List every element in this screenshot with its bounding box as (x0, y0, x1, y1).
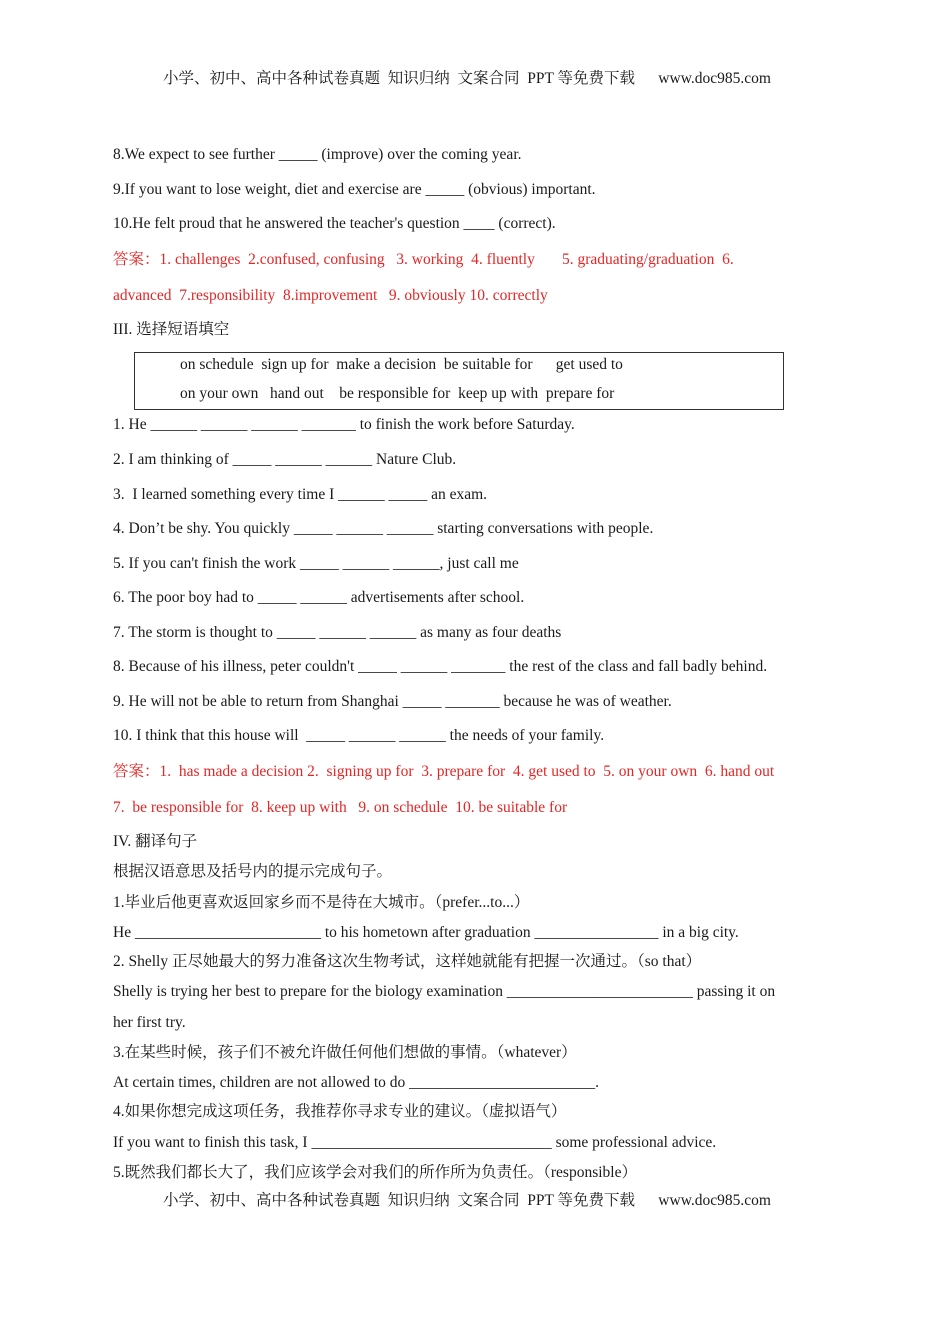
s3-question-3: 3. I learned something every time I ______ _____ an exam. (113, 486, 488, 503)
s4-line-9: If you want to finish this task, I _______________________________ some professional advice. (113, 1134, 717, 1151)
s3-question-8: 8. Because of his illness, peter couldn't _____ ______ _______ the rest of the class and fall badly behind. (113, 658, 768, 675)
s3-answer-line-1: 答案：1. has made a decision 2. signing up for 3. prepare for 4. get used to 5. on your own 6. hand out (113, 763, 775, 780)
answer-line-1: 答案：1. challenges 2.confused, confusing 3. working 4. fluently 5. graduating/graduation 6. (113, 251, 734, 268)
answer-line-2: advanced 7.responsibility 8.improvement 9. obviously 10. correctly (113, 287, 548, 304)
s3-question-1: 1. He ______ ______ ______ _______ to finish the work before Saturday. (113, 416, 575, 433)
s4-line-4: Shelly is trying her best to prepare for the biology examination ________________________ passing it on (113, 983, 776, 1000)
page-header: 小学、初中、高中各种试卷真题 知识归纳 文案合同 PPT 等免费下载 www.doc985.com (163, 70, 771, 87)
s4-line-1: 1.毕业后他更喜欢返回家乡而不是待在大城市。（prefer...to...） (113, 894, 530, 911)
question-9: 9.If you want to lose weight, diet and exercise are _____ (obvious) important. (113, 181, 596, 198)
s3-question-9: 9. He will not be able to return from Shanghai _____ _______ because he was of weather. (113, 693, 672, 710)
s4-line-2: He ________________________ to his hometown after graduation ________________ in a big city. (113, 924, 739, 941)
s3-question-6: 6. The poor boy had to _____ ______ advertisements after school. (113, 589, 525, 606)
s3-question-5: 5. If you can't finish the work _____ ______ ______, just call me (113, 555, 519, 572)
phrase-bank-box (134, 352, 784, 410)
phrase-row-2: on your own hand out be responsible for keep up with prepare for (180, 385, 615, 402)
s4-line-3: 2. Shelly 正尽她最大的努力准备这次生物考试，这样她就能有把握一次通过。（so that） (113, 953, 702, 970)
s3-answer-line-2: 7. be responsible for 8. keep up with 9. on schedule 10. be suitable for (113, 799, 568, 816)
section-4-heading: IV. 翻译句子 (113, 833, 198, 850)
page-footer: 小学、初中、高中各种试卷真题 知识归纳 文案合同 PPT 等免费下载 www.doc985.com (163, 1192, 771, 1209)
s4-line-8: 4.如果你想完成这项任务，我推荐你寻求专业的建议。（虚拟语气） (113, 1103, 567, 1120)
s3-question-4: 4. Don’t be shy. You quickly _____ ______ ______ starting conversations with people. (113, 520, 654, 537)
section-3-heading: III. 选择短语填空 (113, 321, 230, 338)
s3-question-7: 7. The storm is thought to _____ ______ ______ as many as four deaths (113, 624, 562, 641)
question-8: 8.We expect to see further _____ (improve) over the coming year. (113, 146, 522, 163)
question-10: 10.He felt proud that he answered the teacher's question ____ (correct). (113, 215, 556, 232)
section-4-instruction: 根据汉语意思及括号内的提示完成句子。 (113, 863, 393, 880)
s4-line-7: At certain times, children are not allowed to do ________________________. (113, 1074, 600, 1091)
s4-line-5: her first try. (113, 1014, 186, 1031)
s4-line-10: 5.既然我们都长大了，我们应该学会对我们的所作所为负责任。（responsible） (113, 1164, 637, 1181)
s3-question-10: 10. I think that this house will _____ ______ ______ the needs of your family. (113, 727, 605, 744)
s4-line-6: 3.在某些时候，孩子们不被允许做任何他们想做的事情。（whatever） (113, 1044, 577, 1061)
phrase-row-1: on schedule sign up for make a decision be suitable for get used to (180, 356, 623, 373)
s3-question-2: 2. I am thinking of _____ ______ ______ Nature Club. (113, 451, 457, 468)
